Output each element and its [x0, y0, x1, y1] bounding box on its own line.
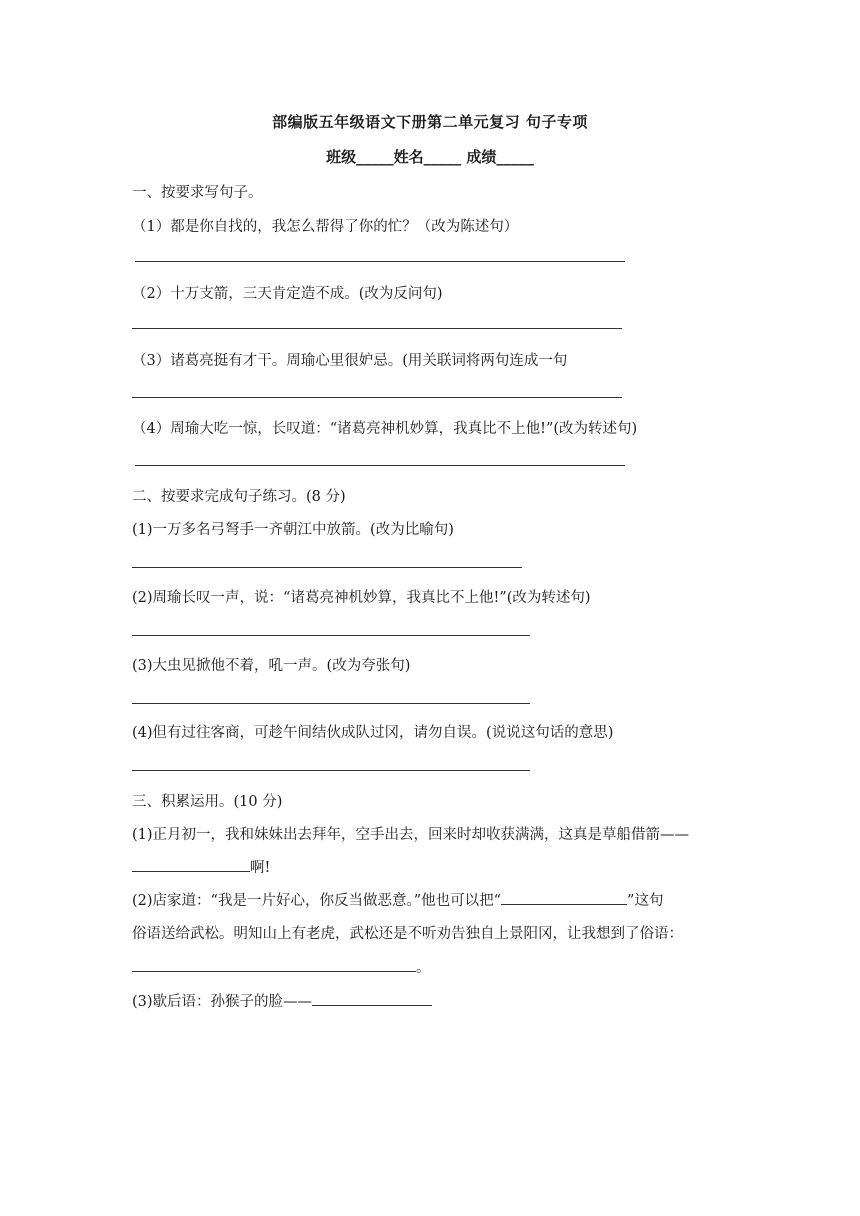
section-3-question-1-suffix: 啊! [250, 860, 271, 876]
answer-line-1-1[interactable] [135, 261, 625, 262]
student-info-line: 班级_____姓名_____ 成绩_____ [326, 148, 534, 166]
section-1-question-2: （2）十万支箭，三天肯定造不成。(改为反问句) [132, 286, 443, 302]
answer-blank-3-3[interactable] [312, 991, 432, 1006]
section-2-question-3: (3)大虫见掀他不着，吼一声。(改为夸张句) [132, 658, 411, 674]
answer-line-2-2[interactable] [132, 635, 530, 636]
page-title: 部编版五年级语文下册第二单元复习 句子专项 [272, 113, 588, 131]
section-1-heading: 一、按要求写句子。 [132, 185, 263, 201]
section-3-heading: 三、积累运用。(10 分) [132, 794, 283, 810]
section-1-question-3: （3）诸葛亮挺有才干。周瑜心里很妒忌。(用关联词将两句连成一句 [132, 353, 568, 369]
answer-line-2-4[interactable] [132, 770, 530, 771]
section-3-question-2-line-3 [132, 956, 431, 977]
answer-line-2-3[interactable] [132, 703, 530, 704]
answer-line-1-4[interactable] [135, 465, 625, 466]
section-3-question-1-line-1: (1)正月初一，我和妹妹出去拜年，空手出去，回来时却收获满满，这真是草船借箭—— [132, 827, 690, 843]
section-1-question-1: （1）都是你自找的，我怎么帮得了你的忙？（改为陈述句） [132, 219, 519, 235]
answer-blank-3-1[interactable] [132, 857, 250, 872]
section-2-question-2: (2)周瑜长叹一声，说：“诸葛亮神机妙算，我真比不上他!”(改为转述句) [132, 590, 591, 606]
section-3-question-3-prefix: (3)歇后语：孙猴子的脸—— [132, 994, 313, 1010]
answer-blank-3-2a[interactable] [501, 890, 627, 905]
section-3-question-2-end: 。 [416, 960, 431, 976]
section-3-question-2-suffix: ”这句 [627, 893, 664, 909]
answer-blank-3-2b[interactable] [132, 957, 416, 972]
section-1-question-4: （4）周瑜大吃一惊，长叹道：“诸葛亮神机妙算，我真比不上他!”(改为转述句) [132, 421, 638, 437]
answer-line-1-3[interactable] [132, 397, 622, 398]
answer-line-1-2[interactable] [132, 328, 622, 329]
section-3-question-2-line-1 [132, 889, 663, 910]
section-2-question-4: (4)但有过往客商，可趁午间结伙成队过冈，请勿自误。(说说这句话的意思) [132, 725, 614, 741]
section-3-question-2-line-2: 俗语送给武松。明知山上有老虎，武松还是不听劝告独自上景阳冈，让我想到了俗语： [132, 926, 683, 942]
section-2-question-1: (1)一万多名弓弩手一齐朝江中放箭。(改为比喻句) [132, 522, 454, 538]
section-3-question-1-line-2 [132, 856, 270, 877]
answer-line-2-1[interactable] [132, 567, 522, 568]
section-3-question-2-prefix: (2)店家道：“我是一片好心，你反当做恶意。”他也可以把“ [132, 893, 502, 909]
section-2-heading: 二、按要求完成句子练习。(8 分) [132, 489, 346, 505]
section-3-question-3 [132, 990, 432, 1011]
